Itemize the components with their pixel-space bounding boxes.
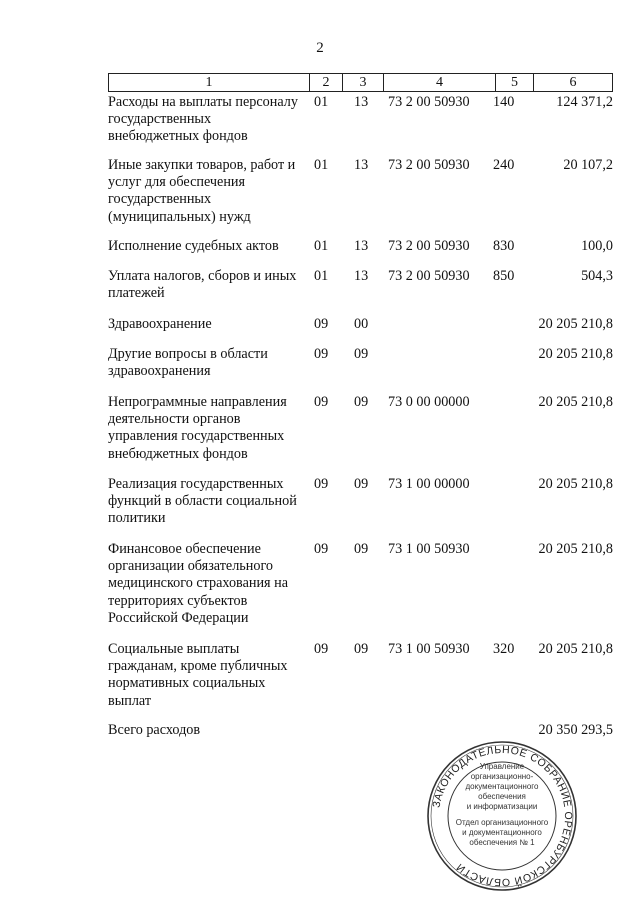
- stamp-line: и документационного: [462, 828, 542, 837]
- row-subsection: 13: [354, 238, 369, 254]
- total-label: Всего расходов: [108, 722, 201, 738]
- row-section: 09: [314, 641, 329, 657]
- row-name: Уплата налогов, сборов и иных платежей: [108, 268, 297, 302]
- stamp-line: обеспечения: [478, 792, 526, 801]
- row-expense-type: 140: [493, 94, 515, 110]
- row-target-article: 73 2 00 50930: [388, 94, 470, 110]
- row-section: 09: [314, 476, 329, 492]
- total-amount: 20 350 293,5: [538, 722, 613, 738]
- row-subsection: 09: [354, 394, 369, 410]
- row-name: Исполнение судебных актов: [108, 238, 279, 254]
- stamp-line: и информатизации: [466, 802, 538, 811]
- row-amount: 20 205 210,8: [538, 641, 613, 657]
- row-amount: 20 205 210,8: [538, 476, 613, 492]
- row-subsection: 09: [354, 476, 369, 492]
- stamp-line: обеспечения № 1: [469, 838, 535, 847]
- stamp-ring-text: ЗАКОНОДАТЕЛЬНОЕ СОБРАНИЕ ОРЕНБУРГСКОЙ ОБЛАСТИ: [430, 743, 575, 889]
- row-target-article: 73 1 00 00000: [388, 476, 470, 492]
- stamp-line: организационно-: [470, 772, 534, 781]
- row-subsection: 13: [354, 157, 369, 173]
- row-target-article: 73 2 00 50930: [388, 157, 470, 173]
- row-expense-type: 850: [493, 268, 515, 284]
- row-name: Расходы на выплаты персоналу государственных внебюджетных фондов: [108, 94, 298, 145]
- header-col-5: 5: [495, 74, 533, 91]
- row-target-article: 73 1 00 50930: [388, 641, 470, 657]
- row-name: Финансовое обеспечение организации обязательного медицинского страхования на территориях субъектов Российской Федерации: [108, 541, 289, 626]
- stamp-center-text: [446, 762, 558, 848]
- row-subsection: 00: [354, 316, 369, 332]
- row-expense-type: 830: [493, 238, 515, 254]
- row-amount: 124 371,2: [556, 94, 613, 110]
- row-name: Иные закупки товаров, работ и услуг для обеспечения государственных (муниципальных) нужд: [108, 157, 296, 225]
- row-amount: 20 107,2: [563, 157, 613, 173]
- row-target-article: 73 0 00 00000: [388, 394, 470, 410]
- row-section: 01: [314, 94, 329, 110]
- row-name: Реализация государственных функций в области социальной политики: [108, 476, 297, 527]
- row-target-article: 73 2 00 50930: [388, 268, 470, 284]
- row-section: 09: [314, 541, 329, 557]
- row-subsection: 09: [354, 641, 369, 657]
- table-header: [108, 73, 613, 92]
- row-expense-type: 240: [493, 157, 515, 173]
- row-section: 01: [314, 157, 329, 173]
- header-col-2: 2: [309, 74, 342, 91]
- row-target-article: 73 2 00 50930: [388, 238, 470, 254]
- row-name: Другие вопросы в области здравоохранения: [108, 346, 268, 380]
- row-section: 09: [314, 394, 329, 410]
- row-name: Здравоохранение: [108, 316, 212, 332]
- stamp-line: документационного: [465, 782, 539, 791]
- row-subsection: 13: [354, 268, 369, 284]
- row-section: 09: [314, 316, 329, 332]
- row-subsection: 13: [354, 94, 369, 110]
- row-section: 09: [314, 346, 329, 362]
- header-col-1: 1: [205, 75, 213, 90]
- row-expense-type: 320: [493, 641, 515, 657]
- row-subsection: 09: [354, 541, 369, 557]
- row-amount: 20 205 210,8: [538, 316, 613, 332]
- stamp-line: Отдел организационного: [455, 818, 549, 827]
- header-col-6: 6: [533, 74, 612, 91]
- row-section: 01: [314, 238, 329, 254]
- page-number: 2: [316, 40, 324, 56]
- row-amount: 20 205 210,8: [538, 394, 613, 410]
- row-subsection: 09: [354, 346, 369, 362]
- row-name: Социальные выплаты гражданам, кроме публичных нормативных социальных выплат: [108, 641, 288, 709]
- row-name: Непрограммные направления деятельности органов управления государственных внебюджетных фондов: [108, 394, 287, 462]
- header-col-3: 3: [342, 74, 383, 91]
- row-amount: 20 205 210,8: [538, 541, 613, 557]
- row-amount: 100,0: [581, 238, 613, 254]
- row-section: 01: [314, 268, 329, 284]
- row-target-article: 73 1 00 50930: [388, 541, 470, 557]
- row-amount: 20 205 210,8: [538, 346, 613, 362]
- row-amount: 504,3: [581, 268, 613, 284]
- header-col-4: 4: [383, 74, 495, 91]
- stamp-line: Управление: [479, 762, 525, 771]
